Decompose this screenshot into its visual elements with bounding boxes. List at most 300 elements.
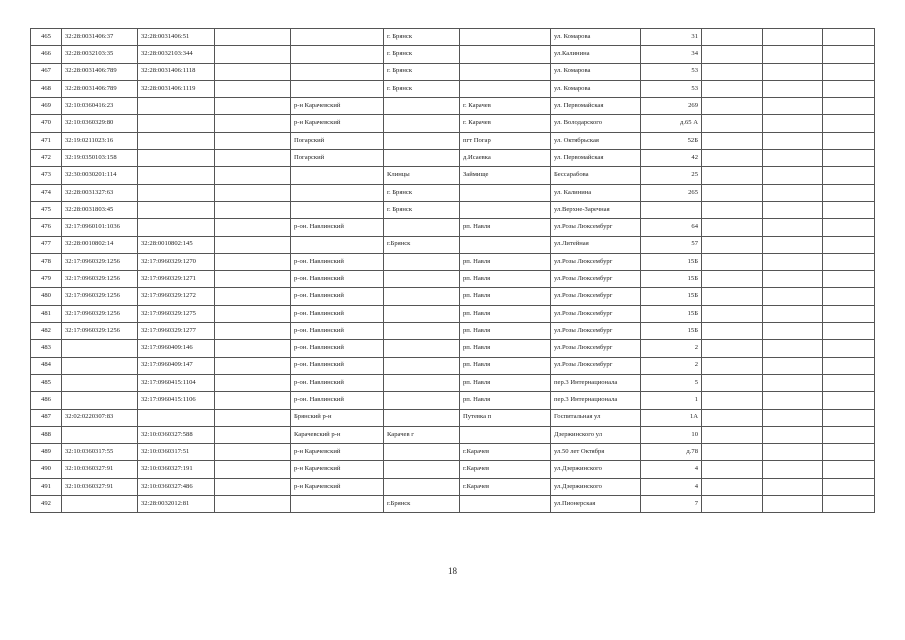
cell-row-number: 485 — [31, 374, 62, 391]
cell-house-number: 57 — [641, 236, 702, 253]
cell-object-cadastral-number: 32:28:0032103:344 — [138, 46, 215, 63]
cell-extra-col-2 — [763, 340, 823, 357]
table-row — [31, 132, 875, 149]
cell-extra-col-1 — [702, 340, 763, 357]
cell-row-number: 474 — [31, 184, 62, 201]
cell-cadastral-number: 32:28:0031406:789 — [62, 63, 138, 80]
cell-extra-col-1 — [702, 236, 763, 253]
cell-city — [384, 115, 460, 132]
cell-extra-col-3 — [823, 409, 875, 426]
cell-settlement: Путевка п — [460, 409, 551, 426]
cell-cadastral-number: 32:10:0360329:80 — [62, 115, 138, 132]
table-row — [31, 478, 875, 495]
cell-street: ул. Первомайская — [551, 98, 641, 115]
cell-street: ул.Розы Люксембург — [551, 340, 641, 357]
cell-district: Погарский — [291, 150, 384, 167]
cell-settlement: г. Карачев — [460, 115, 551, 132]
cell-object-cadastral-number: 32:17:0960409:146 — [138, 340, 215, 357]
table-row — [31, 409, 875, 426]
cell-object-cadastral-number: 32:10:0360317:51 — [138, 444, 215, 461]
cell-row-number: 472 — [31, 150, 62, 167]
cell-street: ул.Розы Люксембург — [551, 288, 641, 305]
cell-object-cadastral-number: 32:28:0031406:51 — [138, 29, 215, 46]
cell-extra-col-3 — [823, 46, 875, 63]
table-row — [31, 115, 875, 132]
table-row — [31, 253, 875, 270]
cell-house-number: 15Б — [641, 288, 702, 305]
cell-street: ул.Розы Люксембург — [551, 323, 641, 340]
cell-district: р-он. Навлинский — [291, 219, 384, 236]
cell-city: г.Брянск — [384, 496, 460, 513]
cell-cadastral-number: 32:17:0960329:1256 — [62, 323, 138, 340]
cell-city — [384, 323, 460, 340]
cell-extra-col-1 — [702, 167, 763, 184]
cell-region — [215, 132, 291, 149]
cell-cadastral-number: 32:17:0960101:1036 — [62, 219, 138, 236]
cell-region — [215, 201, 291, 218]
cell-cadastral-number: 32:28:0031406:789 — [62, 80, 138, 97]
cell-district — [291, 201, 384, 218]
cell-house-number: д.78 — [641, 444, 702, 461]
cell-settlement: рп. Навля — [460, 288, 551, 305]
cell-house-number: 1А — [641, 409, 702, 426]
cell-street: пер.3 Интернационала — [551, 392, 641, 409]
cell-row-number: 465 — [31, 29, 62, 46]
cell-row-number: 469 — [31, 98, 62, 115]
cell-district — [291, 46, 384, 63]
cell-street: ул.Пионерская — [551, 496, 641, 513]
table-row — [31, 184, 875, 201]
cell-region — [215, 340, 291, 357]
cell-district: р-он. Навлинский — [291, 392, 384, 409]
cell-region — [215, 150, 291, 167]
cell-house-number: 64 — [641, 219, 702, 236]
cell-extra-col-2 — [763, 201, 823, 218]
cell-district: р-он. Навлинский — [291, 357, 384, 374]
cell-row-number: 486 — [31, 392, 62, 409]
cell-object-cadastral-number: 32:17:0960329:1271 — [138, 271, 215, 288]
cell-cadastral-number: 32:17:0960329:1256 — [62, 253, 138, 270]
cell-row-number: 468 — [31, 80, 62, 97]
cell-extra-col-2 — [763, 115, 823, 132]
cell-row-number: 488 — [31, 426, 62, 443]
cell-region — [215, 236, 291, 253]
cell-settlement: рп. Навля — [460, 340, 551, 357]
cell-extra-col-3 — [823, 461, 875, 478]
cell-extra-col-2 — [763, 132, 823, 149]
cell-object-cadastral-number — [138, 201, 215, 218]
cell-extra-col-3 — [823, 496, 875, 513]
cell-street: ул. Калинина — [551, 184, 641, 201]
cell-extra-col-3 — [823, 478, 875, 495]
cell-settlement: рп. Навля — [460, 323, 551, 340]
table-row — [31, 305, 875, 322]
cell-street: ул.Розы Люксембург — [551, 253, 641, 270]
cell-extra-col-2 — [763, 305, 823, 322]
cell-street: ул.Розы Люксембург — [551, 357, 641, 374]
cell-row-number: 483 — [31, 340, 62, 357]
cell-object-cadastral-number — [138, 150, 215, 167]
cell-house-number: 269 — [641, 98, 702, 115]
cell-extra-col-1 — [702, 132, 763, 149]
cell-row-number: 480 — [31, 288, 62, 305]
cell-extra-col-3 — [823, 253, 875, 270]
cell-extra-col-3 — [823, 374, 875, 391]
cell-extra-col-2 — [763, 29, 823, 46]
cell-region — [215, 444, 291, 461]
table-row — [31, 236, 875, 253]
table-row — [31, 461, 875, 478]
cell-extra-col-3 — [823, 150, 875, 167]
cell-region — [215, 496, 291, 513]
cell-object-cadastral-number: 32:17:0960415:1106 — [138, 392, 215, 409]
cell-district: Брянский р-н — [291, 409, 384, 426]
table-row — [31, 219, 875, 236]
cell-district: р-он. Навлинский — [291, 374, 384, 391]
cell-cadastral-number — [62, 496, 138, 513]
cell-object-cadastral-number: 32:17:0960329:1270 — [138, 253, 215, 270]
cell-settlement: рп. Навля — [460, 219, 551, 236]
cell-district: р-он. Навлинский — [291, 305, 384, 322]
cell-extra-col-1 — [702, 496, 763, 513]
cell-region — [215, 426, 291, 443]
cell-row-number: 471 — [31, 132, 62, 149]
cell-house-number: 31 — [641, 29, 702, 46]
cell-city — [384, 98, 460, 115]
cell-object-cadastral-number: 32:17:0960329:1275 — [138, 305, 215, 322]
cell-house-number: 15Б — [641, 271, 702, 288]
cell-extra-col-3 — [823, 115, 875, 132]
cell-street: ул.Калинина — [551, 46, 641, 63]
cell-cadastral-number: 32:30:0030201:114 — [62, 167, 138, 184]
cell-settlement: г.Карачев — [460, 444, 551, 461]
cell-district: р-он. Навлинский — [291, 288, 384, 305]
cell-cadastral-number: 32:17:0960329:1256 — [62, 305, 138, 322]
cell-extra-col-3 — [823, 98, 875, 115]
cell-row-number: 492 — [31, 496, 62, 513]
cell-city: Клинцы — [384, 167, 460, 184]
cell-extra-col-1 — [702, 201, 763, 218]
cell-extra-col-1 — [702, 271, 763, 288]
cell-extra-col-2 — [763, 80, 823, 97]
table-row — [31, 288, 875, 305]
cell-extra-col-1 — [702, 46, 763, 63]
cell-extra-col-3 — [823, 184, 875, 201]
table-row — [31, 444, 875, 461]
table-row — [31, 271, 875, 288]
cell-district: р-н Карачевский — [291, 478, 384, 495]
cell-extra-col-3 — [823, 167, 875, 184]
cell-cadastral-number: 32:17:0960329:1256 — [62, 271, 138, 288]
cell-house-number: 53 — [641, 80, 702, 97]
cell-cadastral-number: 32:17:0960329:1256 — [62, 288, 138, 305]
cell-extra-col-1 — [702, 392, 763, 409]
cell-extra-col-2 — [763, 167, 823, 184]
cell-city: г.Брянск — [384, 236, 460, 253]
cell-settlement — [460, 63, 551, 80]
cell-house-number: 5 — [641, 374, 702, 391]
cell-row-number: 482 — [31, 323, 62, 340]
cell-region — [215, 271, 291, 288]
cell-district: р-он. Навлинский — [291, 340, 384, 357]
cell-settlement: рп. Навля — [460, 271, 551, 288]
cell-extra-col-3 — [823, 323, 875, 340]
cell-street: ул. Володарского — [551, 115, 641, 132]
cell-extra-col-2 — [763, 253, 823, 270]
cell-district — [291, 29, 384, 46]
cell-extra-col-1 — [702, 478, 763, 495]
cell-settlement: рп. Навля — [460, 357, 551, 374]
cell-city: г. Брянск — [384, 46, 460, 63]
cell-region — [215, 80, 291, 97]
cell-street: ул. Первомайская — [551, 150, 641, 167]
cell-row-number: 487 — [31, 409, 62, 426]
cell-settlement: рп. Навля — [460, 374, 551, 391]
cell-district — [291, 167, 384, 184]
cell-city — [384, 305, 460, 322]
cell-extra-col-1 — [702, 409, 763, 426]
cell-cadastral-number: 32:19:0350103:158 — [62, 150, 138, 167]
cell-extra-col-1 — [702, 115, 763, 132]
cell-row-number: 466 — [31, 46, 62, 63]
cell-extra-col-1 — [702, 29, 763, 46]
cell-street: ул.Дзержинского — [551, 461, 641, 478]
cell-settlement — [460, 496, 551, 513]
cell-settlement — [460, 184, 551, 201]
cell-extra-col-3 — [823, 444, 875, 461]
cell-extra-col-2 — [763, 374, 823, 391]
cell-house-number: 15Б — [641, 323, 702, 340]
cell-region — [215, 253, 291, 270]
cell-city — [384, 392, 460, 409]
cell-district: Карачевский р-н — [291, 426, 384, 443]
cell-settlement: д.Исаевка — [460, 150, 551, 167]
cell-house-number: 4 — [641, 461, 702, 478]
cell-extra-col-2 — [763, 478, 823, 495]
cell-city — [384, 461, 460, 478]
cell-settlement: рп. Навля — [460, 253, 551, 270]
cell-cadastral-number: 32:28:0031406:37 — [62, 29, 138, 46]
cell-extra-col-1 — [702, 253, 763, 270]
page-number: 18 — [448, 566, 457, 576]
cell-street: ул.50 лет Октября — [551, 444, 641, 461]
cell-house-number — [641, 201, 702, 218]
table-row — [31, 496, 875, 513]
cell-region — [215, 29, 291, 46]
cell-city — [384, 253, 460, 270]
cell-region — [215, 478, 291, 495]
cell-region — [215, 305, 291, 322]
cell-row-number: 478 — [31, 253, 62, 270]
cell-object-cadastral-number — [138, 98, 215, 115]
cell-object-cadastral-number — [138, 167, 215, 184]
cell-object-cadastral-number — [138, 409, 215, 426]
cell-extra-col-3 — [823, 236, 875, 253]
cell-row-number: 484 — [31, 357, 62, 374]
cell-extra-col-1 — [702, 426, 763, 443]
cell-settlement — [460, 236, 551, 253]
cell-extra-col-2 — [763, 409, 823, 426]
cell-settlement — [460, 201, 551, 218]
cell-region — [215, 63, 291, 80]
cell-city: г. Брянск — [384, 184, 460, 201]
cell-extra-col-1 — [702, 219, 763, 236]
table-body — [31, 29, 875, 513]
cell-extra-col-2 — [763, 288, 823, 305]
cell-house-number: 4 — [641, 478, 702, 495]
cell-row-number: 470 — [31, 115, 62, 132]
cell-house-number: 7 — [641, 496, 702, 513]
cell-cadastral-number — [62, 340, 138, 357]
cell-settlement: пгт Погар — [460, 132, 551, 149]
cell-extra-col-1 — [702, 98, 763, 115]
cell-city: г. Брянск — [384, 29, 460, 46]
cell-city — [384, 374, 460, 391]
cell-city — [384, 271, 460, 288]
cell-object-cadastral-number: 32:28:0031406:1118 — [138, 63, 215, 80]
cell-row-number: 476 — [31, 219, 62, 236]
cell-district — [291, 236, 384, 253]
table-row — [31, 98, 875, 115]
cell-object-cadastral-number: 32:17:0960409:147 — [138, 357, 215, 374]
cell-house-number: 1 — [641, 392, 702, 409]
cell-region — [215, 409, 291, 426]
cell-cadastral-number: 32:10:0360317:55 — [62, 444, 138, 461]
cell-house-number: 52Б — [641, 132, 702, 149]
cell-street: ул. Комарова — [551, 29, 641, 46]
cell-house-number: 265 — [641, 184, 702, 201]
cell-city: Карачев г — [384, 426, 460, 443]
table-row — [31, 392, 875, 409]
table-row — [31, 46, 875, 63]
cell-extra-col-3 — [823, 305, 875, 322]
cell-extra-col-2 — [763, 496, 823, 513]
cell-street: ул.Розы Люксембург — [551, 305, 641, 322]
cell-settlement: рп. Навля — [460, 392, 551, 409]
cell-extra-col-1 — [702, 323, 763, 340]
cell-extra-col-2 — [763, 426, 823, 443]
cell-object-cadastral-number: 32:10:0360327:486 — [138, 478, 215, 495]
cell-extra-col-2 — [763, 323, 823, 340]
table-row — [31, 80, 875, 97]
cell-street: пер.3 Интернационала — [551, 374, 641, 391]
cell-cadastral-number — [62, 374, 138, 391]
cell-settlement: г.Карачев — [460, 478, 551, 495]
cell-street: ул.Дзержинского — [551, 478, 641, 495]
cell-house-number: 34 — [641, 46, 702, 63]
cell-settlement — [460, 426, 551, 443]
cell-cadastral-number: 32:10:0360327:91 — [62, 478, 138, 495]
cell-extra-col-1 — [702, 288, 763, 305]
cell-street: ул.Розы Люксембург — [551, 219, 641, 236]
cell-cadastral-number: 32:28:0031803:45 — [62, 201, 138, 218]
cell-extra-col-3 — [823, 426, 875, 443]
cell-settlement — [460, 29, 551, 46]
cell-object-cadastral-number: 32:28:0010802:145 — [138, 236, 215, 253]
cell-region — [215, 392, 291, 409]
cell-row-number: 490 — [31, 461, 62, 478]
cell-district: р-н Карачевский — [291, 115, 384, 132]
cell-district — [291, 496, 384, 513]
cell-district: р-н Карачевский — [291, 461, 384, 478]
cell-cadastral-number: 32:28:0032103:35 — [62, 46, 138, 63]
cell-street: ул.Розы Люксембург — [551, 271, 641, 288]
cell-extra-col-3 — [823, 219, 875, 236]
cell-object-cadastral-number: 32:17:0960415:1104 — [138, 374, 215, 391]
cell-cadastral-number: 32:19:0211023:16 — [62, 132, 138, 149]
cell-house-number: 25 — [641, 167, 702, 184]
cell-district: р-он. Навлинский — [291, 271, 384, 288]
table-row — [31, 29, 875, 46]
table-row — [31, 357, 875, 374]
cell-extra-col-3 — [823, 340, 875, 357]
cell-extra-col-2 — [763, 184, 823, 201]
cell-extra-col-1 — [702, 150, 763, 167]
cell-region — [215, 288, 291, 305]
cell-street: ул. Комарова — [551, 63, 641, 80]
cell-object-cadastral-number: 32:10:0360327:191 — [138, 461, 215, 478]
table-row — [31, 150, 875, 167]
cell-extra-col-2 — [763, 46, 823, 63]
cell-extra-col-3 — [823, 357, 875, 374]
cell-cadastral-number: 32:10:0360327:91 — [62, 461, 138, 478]
cell-house-number: 53 — [641, 63, 702, 80]
cell-street: ул. Комарова — [551, 80, 641, 97]
cell-region — [215, 184, 291, 201]
cell-object-cadastral-number — [138, 184, 215, 201]
cell-extra-col-2 — [763, 98, 823, 115]
cell-house-number: 2 — [641, 357, 702, 374]
cell-region — [215, 461, 291, 478]
cell-city — [384, 444, 460, 461]
cell-city — [384, 340, 460, 357]
cell-street: Бессарабова — [551, 167, 641, 184]
cell-district — [291, 184, 384, 201]
table-row — [31, 323, 875, 340]
cell-city: г. Брянск — [384, 80, 460, 97]
cell-cadastral-number — [62, 426, 138, 443]
cell-row-number: 489 — [31, 444, 62, 461]
cell-extra-col-3 — [823, 80, 875, 97]
cell-extra-col-1 — [702, 184, 763, 201]
registry-table — [30, 28, 875, 513]
cell-extra-col-3 — [823, 392, 875, 409]
cell-row-number: 479 — [31, 271, 62, 288]
cell-region — [215, 323, 291, 340]
cell-object-cadastral-number — [138, 219, 215, 236]
cell-region — [215, 219, 291, 236]
cell-street: ул. Октябрьская — [551, 132, 641, 149]
cell-street: ул.Верхне-Заречная — [551, 201, 641, 218]
cell-object-cadastral-number — [138, 115, 215, 132]
cell-city — [384, 132, 460, 149]
cell-extra-col-2 — [763, 444, 823, 461]
cell-settlement: Займище — [460, 167, 551, 184]
cell-street: Дзержинского ул — [551, 426, 641, 443]
cell-house-number: д.65 А — [641, 115, 702, 132]
cell-object-cadastral-number: 32:10:0360327:588 — [138, 426, 215, 443]
cell-region — [215, 46, 291, 63]
cell-city: г. Брянск — [384, 201, 460, 218]
cell-extra-col-2 — [763, 461, 823, 478]
cell-city — [384, 150, 460, 167]
cell-city: г. Брянск — [384, 63, 460, 80]
cell-settlement: рп. Навля — [460, 305, 551, 322]
cell-extra-col-2 — [763, 271, 823, 288]
cell-cadastral-number: 32:02:0220307:83 — [62, 409, 138, 426]
cell-district: р-он. Навлинский — [291, 253, 384, 270]
cell-row-number: 467 — [31, 63, 62, 80]
